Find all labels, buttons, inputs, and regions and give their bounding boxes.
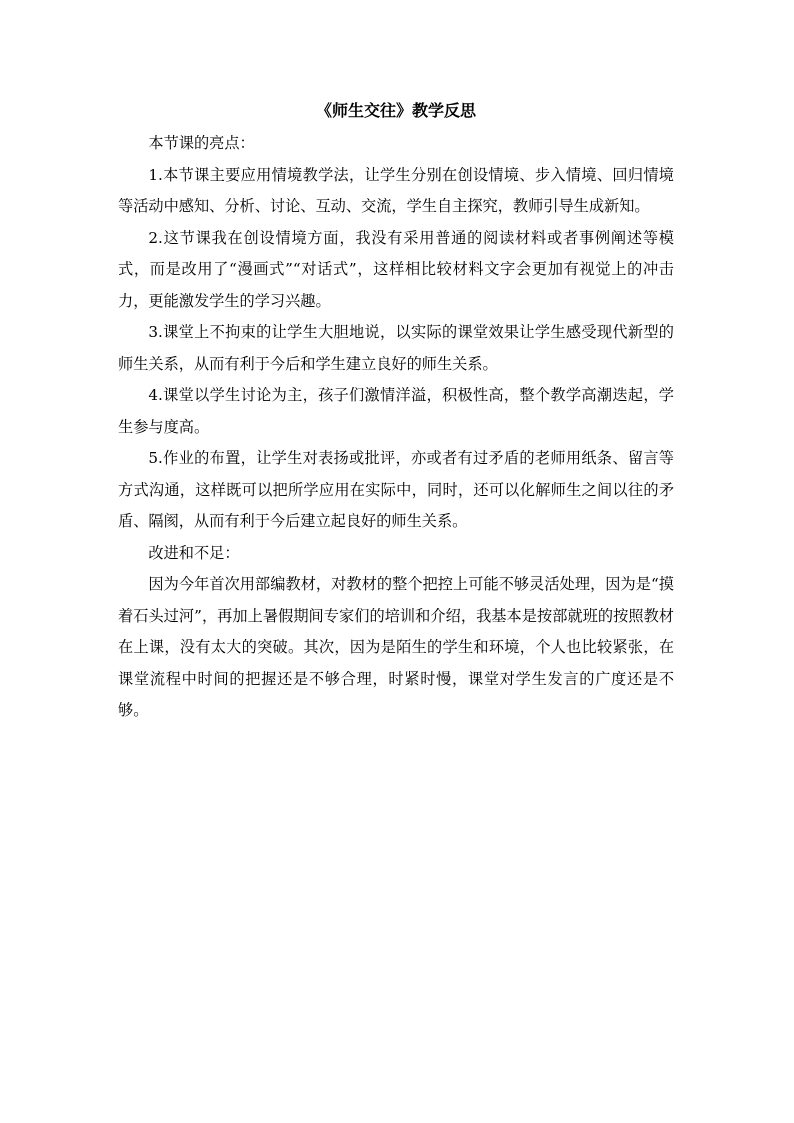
- highlight-item-4: 4.课堂以学生讨论为主，孩子们激情洋溢，积极性高，整个教学高潮迭起，学生参与度高。: [118, 386, 674, 436]
- highlight-item-2: 2.这节课我在创设情境方面，我没有采用普通的阅读材料或者事例阐述等模式，而是改用了“漫画式”“对话式”，这样相比较材料文字会更加有视觉上的冲击力，更能激发学生的学习兴趣。: [118, 228, 674, 310]
- highlight-item-5: 5.作业的布置，让学生对表扬或批评，亦或者有过矛盾的老师用纸条、留言等方式沟通，这样既可以把所学应用在实际中，同时，还可以化解师生之间以往的矛盾、隔阂，从而有利于今后建立起良好的师生关系。: [118, 449, 674, 530]
- section-heading-improvements: 改进和不足：: [148, 543, 240, 562]
- highlight-item-3: 3.课堂上不拘束的让学生大胆地说，以实际的课堂效果让学生感受现代新型的师生关系，从而有利于今后和学生建立良好的师生关系。: [118, 323, 674, 373]
- document-page: [118, 96, 674, 727]
- improvement-paragraph: 因为今年首次用部编教材，对教材的整个把控上可能不够灵活处理，因为是“摸着石头过河”，再加上暑假期间专家们的培训和介绍，我基本是按部就班的按照教材在上课，没有太大的突破。其次，因为是陌生的学生和环境，个人也比较紧张，在课堂流程中时间的把握还是不够合理，时紧时慢，课堂对学生发言的广度还是不够。: [118, 575, 674, 719]
- document-title: 《师生交往》教学反思: [315, 101, 476, 120]
- section-heading-highlights: 本节课的亮点：: [148, 134, 255, 152]
- highlight-item-1: 1.本节课主要应用情境教学法，让学生分别在创设情境、步入情境、回归情境等活动中感知、分析、讨论、互动、交流，学生自主探究，教师引导生成新知。: [118, 165, 674, 215]
